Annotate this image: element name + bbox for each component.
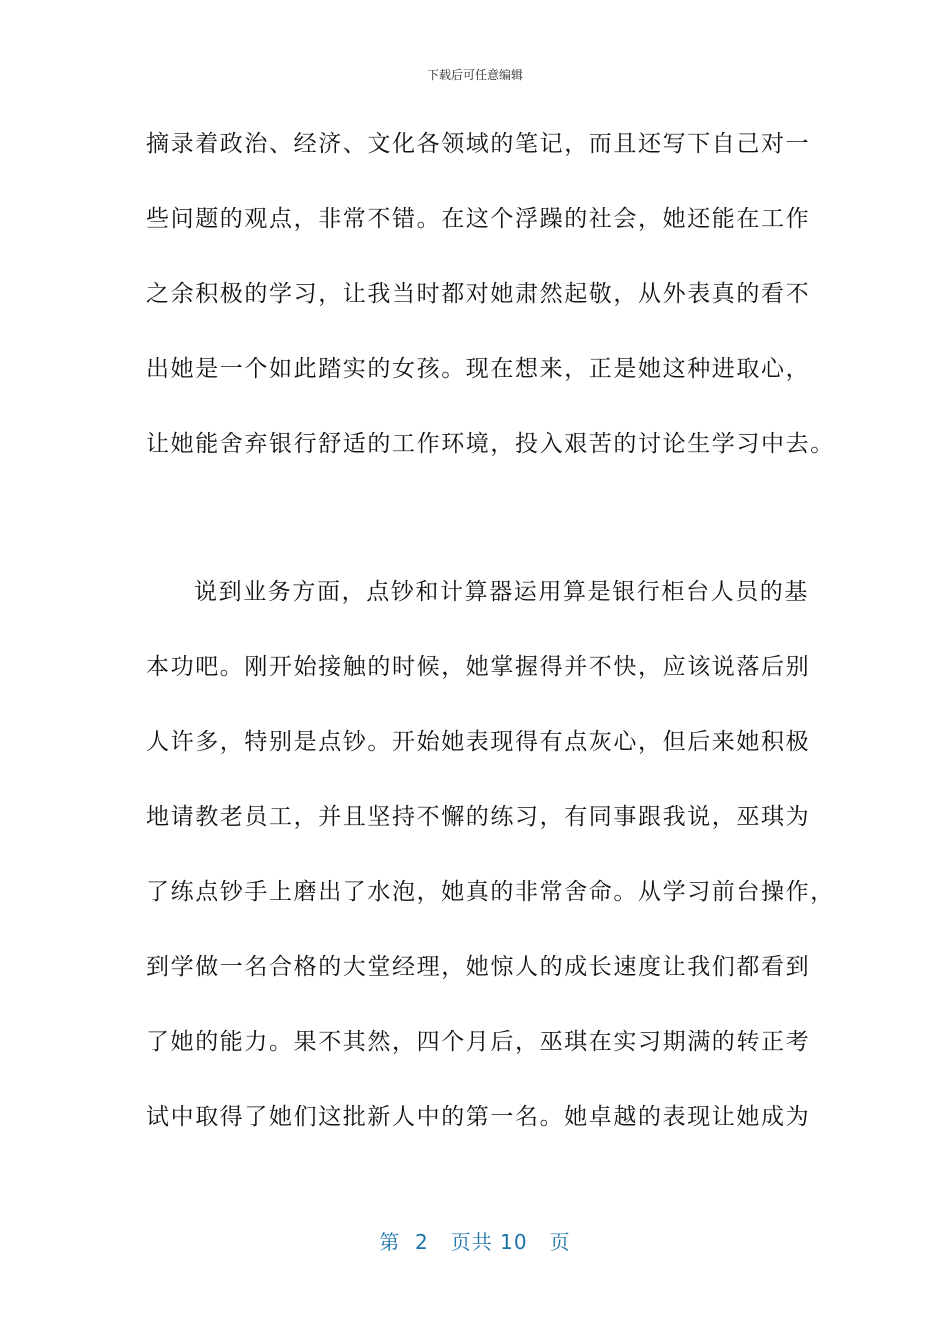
text-line: 本功吧。刚开始接触的时候，她掌握得并不快，应该说落后别	[146, 654, 811, 680]
text-line: 地请教老员工，并且坚持不懈的练习，有同事跟我说，巫琪为	[146, 804, 811, 830]
text-line: 人许多，特别是点钞。开始她表现得有点灰心，但后来她积极	[146, 729, 811, 755]
text-line: 了练点钞手上磨出了水泡，她真的非常舍命。从学习前台操作，	[146, 879, 835, 905]
text-line: 了她的能力。果不其然，四个月后，巫琪在实习期满的转正考	[146, 1029, 811, 1055]
page-header: 下载后可任意编辑	[426, 68, 523, 82]
text-line: 之余积极的学习，让我当时都对她肃然起敬，从外表真的看不	[146, 281, 811, 307]
text-line: 说到业务方面，点钞和计算器运用算是银行柜台人员的基	[194, 579, 809, 605]
page-number-footer: 第 2 页共 10 页	[379, 1230, 571, 1254]
text-line: 出她是一个如此踏实的女孩。现在想来，正是她这种进取心，	[146, 356, 811, 382]
text-line: 摘录着政治、经济、文化各领域的笔记，而且还写下自己对一	[146, 131, 811, 157]
text-line: 些问题的观点，非常不错。在这个浮躁的社会，她还能在工作	[146, 206, 811, 232]
text-line: 让她能舍弃银行舒适的工作环境，投入艰苦的讨论生学习中去。	[146, 431, 835, 457]
text-line: 到学做一名合格的大堂经理，她惊人的成长速度让我们都看到	[146, 954, 811, 980]
text-line: 试中取得了她们这批新人中的第一名。她卓越的表现让她成为	[146, 1104, 811, 1130]
